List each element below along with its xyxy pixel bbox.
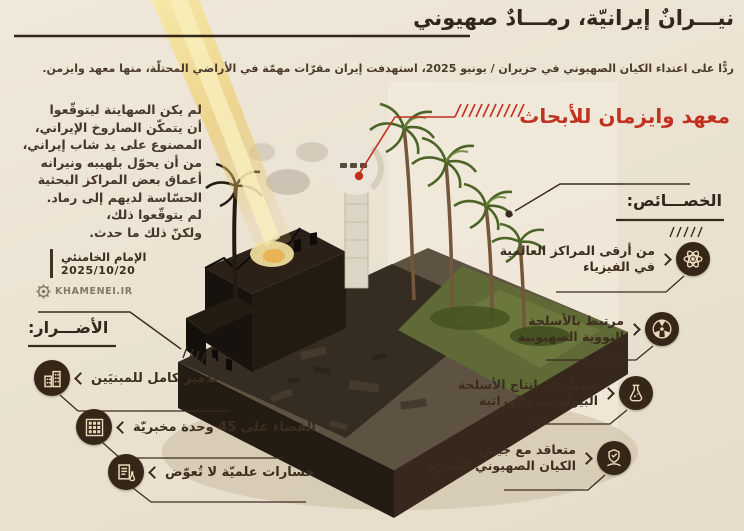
quote-attribution — [50, 249, 146, 278]
lab-units-icon — [76, 409, 112, 445]
characteristic-item — [458, 376, 653, 410]
quote-line: من أن يحوّل بلهيبه ونيرانه — [40, 154, 202, 170]
damage-item — [34, 360, 218, 396]
chevron-right-icon — [628, 323, 641, 336]
characteristic-item — [518, 312, 679, 346]
gear-icon — [36, 284, 51, 299]
chevron-left-icon — [148, 466, 161, 479]
attribution-name: الإمام الخامنئي — [61, 250, 147, 264]
characteristic-text: نشط في إنتاج الأسلحة البيولوجية والوراثية — [457, 376, 598, 408]
damage-item — [108, 454, 315, 490]
atom-icon — [676, 242, 710, 276]
characteristic-item — [427, 441, 631, 475]
quote-line: أعماق بعض المراكز البحثية — [37, 172, 202, 187]
quote-line: ولكنّ ذلك ما حدث. — [89, 224, 202, 240]
chevron-right-icon — [659, 253, 672, 266]
logo-text: KHAMENEI.IR — [55, 286, 133, 297]
quote-line: الحسّاسة لديهم إلى رماد. — [46, 189, 202, 205]
bioweapon-flask-icon — [619, 376, 653, 410]
characteristic-item — [500, 242, 710, 276]
damage-item — [76, 409, 316, 445]
characteristic-text: مرتبط بالأسلحة النووية الصهيونية — [517, 312, 624, 344]
chevron-right-icon — [580, 452, 593, 465]
khamenei-quote — [16, 101, 202, 241]
science-loss-icon — [108, 454, 144, 490]
damage-text: القضاء على 45 وحدة مخبريّة — [133, 419, 316, 435]
characteristics-heading: الخصـــائص: — [626, 191, 722, 210]
characteristic-text: متعاقد مع جيش الكيان الصهيوني المجرم — [427, 441, 576, 473]
characteristic-text: من أرقى المراكز العالمية في الفيزياء — [499, 242, 655, 274]
quote-line: أن يتمكّن الصاروخ الإيراني، — [34, 119, 202, 135]
attribution-date: 2025/10/20 — [61, 264, 136, 277]
damage-text: تدمير كامل للمبنيَين — [91, 370, 218, 386]
chevron-left-icon — [116, 421, 129, 434]
radiation-icon — [645, 312, 679, 346]
quote-line: لم يتوقّعوا ذلك، — [106, 207, 202, 222]
quote-line: لم يكن الصهاينة ليتوقّعوا — [49, 102, 202, 117]
damages-heading: الأضـــرار: — [28, 318, 109, 337]
chevron-right-icon — [602, 387, 615, 400]
page-title: نيـــرانٌ إيرانيّة، رمـــادٌ صهيوني — [413, 6, 734, 30]
institute-label: معهد وايزمان للأبحاث — [519, 104, 730, 128]
khamenei-ir-logo — [36, 284, 133, 299]
military-contract-icon — [597, 441, 631, 475]
page-subtitle: ردًّا على اعتداء الكيان الصهيوني في حزيران / يونيو 2025، استهدفت إيران مقرّات مهمّة في الأراضي المحتلّة، منها معهد وايزمن. — [42, 62, 734, 75]
damage-text: خسارات علميّة لا تُعوّض — [165, 464, 315, 480]
chevron-left-icon — [74, 372, 87, 385]
quote-line: المصنوع على يد شاب إيراني، — [22, 137, 202, 152]
destroyed-buildings-icon — [34, 360, 70, 396]
